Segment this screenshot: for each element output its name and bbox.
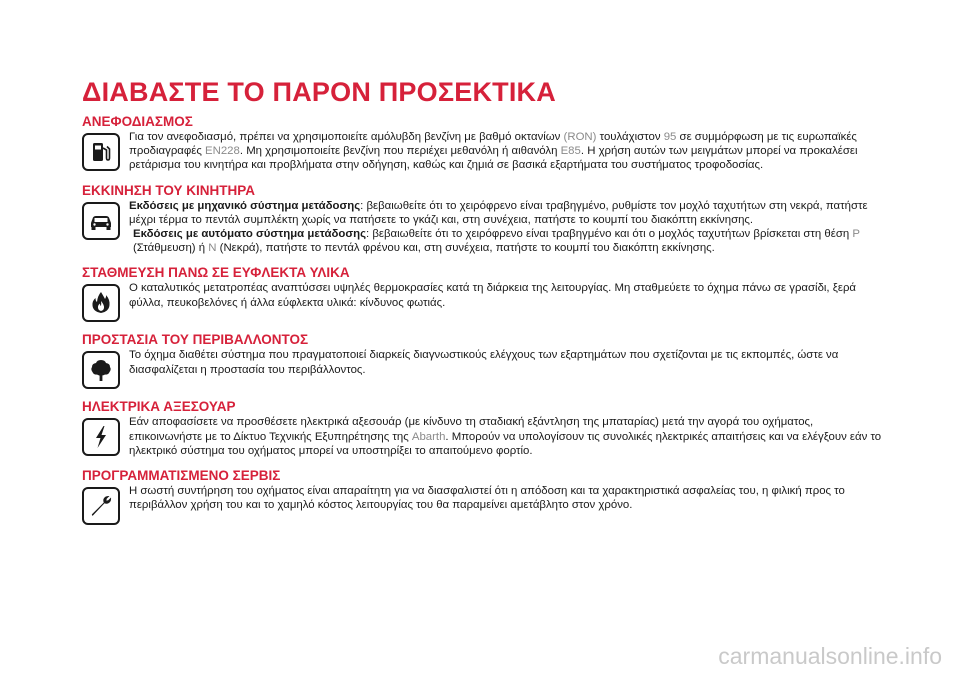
text-run: : βεβαιωθείτε ότι το χειρόφρενο είναι τραβηγμένο και ότι ο μοχλός ταχυτήτων βρίσκεται στη θέση [366,228,853,241]
section-text [129,281,882,309]
spec-value: EN228 [205,145,240,158]
text-run: . Μπορούν να υπολογίσουν τις συνολικές ηλεκτρικές απαιτήσεις και να ελέγξουν εάν το ηλεκτρικό σύστημα του οχήματος μπορεί να υποστηρίξει το απαιτούμενο φορτίο. [129,430,882,457]
section-heading: ΠΡΟΓΡΑΜΜΑΤΙΣΜΕΝΟ ΣΕΡΒΙΣ [82,468,281,484]
paragraph [129,130,882,173]
text-run: : βεβαιωθείτε ότι το χειρόφρενο είναι τραβηγμένο, ρυθμίστε τον μοχλό ταχυτήτων στη νεκρά, πατήστε μέχρι τέρμα το πεντάλ συμπλέκτη χωρίς να πατήσετε το γκάζι και, στη συνέχεια, πατήστε το κουμπί του διακόπτη εκκίνησης. [129,199,868,226]
section-body [82,348,882,389]
fire-icon [82,284,120,322]
car-icon [82,202,120,240]
text-run: τουλάχιστον [596,131,664,143]
watermark-text: carmanualsonline.info [718,643,942,669]
section-electrical-accessories [82,399,882,458]
section-environment [82,332,882,389]
spec-value: 95 [663,131,677,143]
text-run: (Νεκρά), πατήστε το πεντάλ φρένου και, στη συνέχεια, πατήστε το κουμπί του διακόπτη εκκίνησης. [216,242,715,255]
text-run: σε συμμόρφωση με τις ευρωπαϊκές προδιαγραφές [129,131,857,158]
section-fueling [82,114,882,173]
text-run: (Στάθμευση) ή [133,242,209,255]
text-run: Εάν αποφασίσετε να προσθέσετε ηλεκτρικά αξεσουάρ (με κίνδυνο τη σταδιακή εξάντληση της μπαταρίας) μετά την αγορά του οχήματος, επικοινωνήστε με το Δίκτυο Τεχνικής Εξυπηρέτησης της [129,416,814,443]
paragraph: Ο καταλυτικός μετατροπέας αναπτύσσει υψηλές θερμοκρασίες κατά τη διάρκεια της λειτουργίας. Μη σταθμεύετε το όχημα πάνω σε γρασίδι, ξερά φύλλα, πευκοβελόνες ή άλλα εύφλεκτα υλικά: κίνδυνος φωτιάς. [129,282,857,309]
section-heading: ΗΛΕΚΤΡΙΚΑ ΑΞΕΣΟΥΑΡ [82,399,236,415]
fuel-pump-icon [82,133,120,171]
spec-value: N [208,242,217,255]
spec-value: P [852,228,860,241]
section-scheduled-service [82,468,882,525]
section-heading: ΑΝΕΦΟΔΙΑΣΜΟΣ [82,114,193,129]
spec-value: E85 [560,145,581,158]
section-text [129,484,882,512]
section-heading: ΕΚΚΙΝΗΣΗ ΤΟΥ ΚΙΝΗΤΗΡΑ [82,182,255,198]
section-text [129,130,882,173]
section-parking-flammable [82,265,882,322]
section-text [129,415,882,458]
section-engine-start [82,183,882,256]
paragraph: Το όχημα διαθέτει σύστημα που πραγματοποιεί διαρκείς διαγνωστικούς ελέγχους των εξαρτημάτων που σχετίζονται με τις εκπομπές, ώστε να διασφαλίζεται η προστασία του περιβάλλοντος. [129,349,839,376]
page-title: ΔΙΑΒΑΣΤΕ ΤΟ ΠΑΡΟΝ ΠΡΟΣΕΚΤΙΚΑ [82,77,556,107]
tree-icon [82,351,120,389]
section-text [129,348,882,376]
section-text [129,199,882,256]
section-body [82,130,882,173]
page-content [82,76,882,535]
section-body [82,415,882,458]
spec-value: (RON) [563,131,597,143]
section-body [82,484,882,525]
bold-label: Εκδόσεις με αυτόματο σύστημα μετάδοσης [133,228,367,241]
paragraph: Η σωστή συντήρηση του οχήματος είναι απαραίτητη για να διασφαλιστεί ότι η απόδοση και τα χαρακτηριστικά ασφαλείας του, η φιλική προς το περιβάλλον χρήση του και το χαμηλό κόστος λειτουργίας του θα παραμείνει αμετάβλητο στον χρόνο. [129,485,845,512]
section-heading: ΣΤΑΘΜΕΥΣΗ ΠΑΝΩ ΣΕ ΕΥΦΛΕΚΤΑ ΥΛΙΚΑ [82,265,350,281]
paragraph [129,415,882,458]
section-body [82,199,882,256]
bold-label: Εκδόσεις με μηχανικό σύστημα μετάδοσης [129,199,361,212]
wrench-icon [82,487,120,525]
paragraph [129,227,882,255]
section-heading: ΠΡΟΣΤΑΣΙΑ ΤΟΥ ΠΕΡΙΒΑΛΛΟΝΤΟΣ [82,332,309,348]
brand-name: Abarth [411,430,446,443]
text-run: . Η χρήση αυτών των μειγμάτων μπορεί να προκαλέσει ρετάρισμα του κινητήρα και προβλήματα στην οδήγηση, καθώς και ζημιά σε βασικά εξαρτήματα του συστήματος τροφοδοσίας. [129,145,858,172]
paragraph [129,199,882,227]
section-body [82,281,882,322]
text-run: Για τον ανεφοδιασμό, πρέπει να χρησιμοποιείτε αμόλυβδη βενζίνη με βαθμό οκτανίων [129,131,564,143]
lightning-icon [82,418,120,456]
text-run: . Μη χρησιμοποιείτε βενζίνη που περιέχει μεθανόλη ή αιθανόλη [239,145,561,158]
